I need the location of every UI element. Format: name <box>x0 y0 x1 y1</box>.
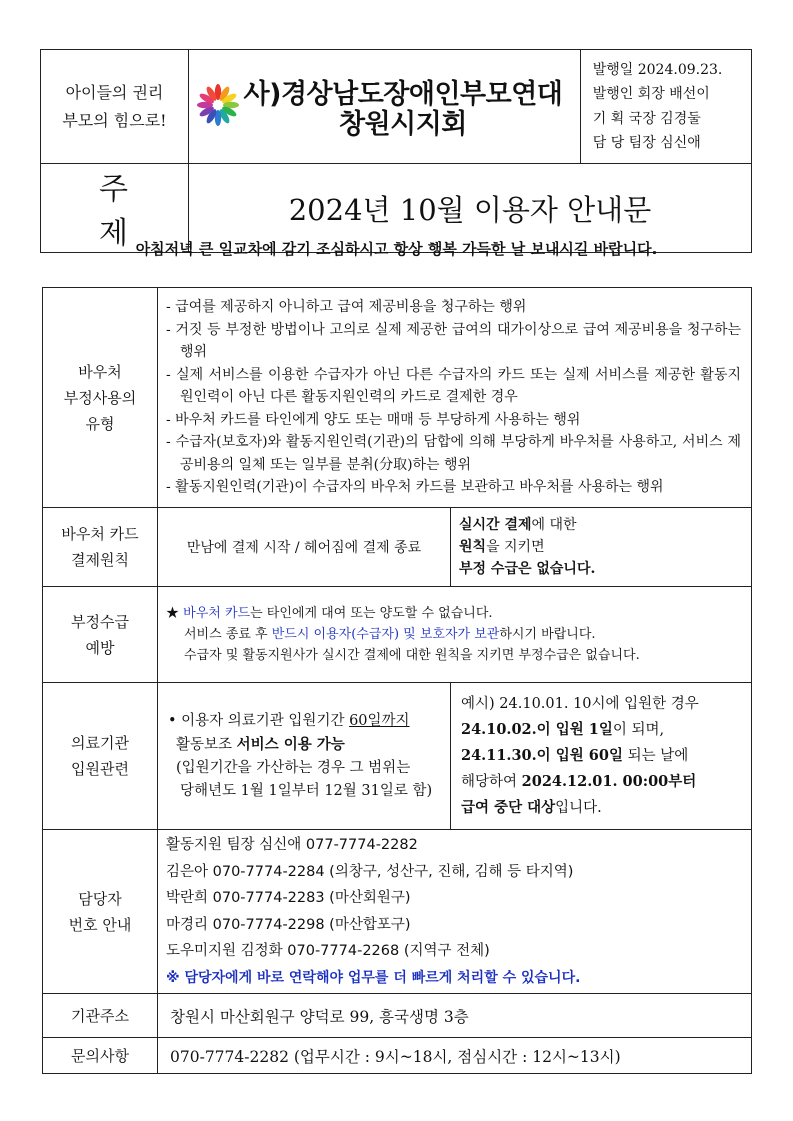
highlight: 바우처 카드 <box>183 606 251 621</box>
publication-info <box>580 50 751 164</box>
prevention-text <box>158 587 752 683</box>
manager: 담 당 팀장 심신애 <box>592 135 701 151</box>
address-value: 창원시 마산회원구 양덕로 99, 흥국생명 3층 <box>158 994 752 1038</box>
label-line: 부정수급 <box>71 612 129 631</box>
address-label: 기관주소 <box>43 994 158 1038</box>
slogan-line: 아이들의 권리 <box>65 82 164 102</box>
card-principle-note <box>451 508 752 587</box>
emphasis: 실시간 결제 <box>459 517 532 533</box>
subject-label: 주제 <box>41 164 189 253</box>
emphasis: 부정 수급은 없습니다. <box>459 561 596 577</box>
label-line: 부정사용의 <box>63 388 137 407</box>
text: 예시) 24.10.01. 10시에 입원한 경우 <box>461 696 699 712</box>
contacts-label <box>43 830 158 994</box>
voucher-misuse-list <box>158 288 752 508</box>
org-logo <box>188 50 580 164</box>
voucher-misuse-label <box>43 288 158 508</box>
page-title: 2024년 10월 이용자 안내문 <box>188 164 751 253</box>
org-branch: 창원시지회 <box>338 109 467 140</box>
list-item: - 거짓 등 부정한 방법이나 고의로 실제 제공한 급여의 대가이상으로 급여 제공비용을 청구하는 행위 <box>166 321 741 361</box>
hospital-rule <box>158 683 451 830</box>
contacts-list <box>158 830 752 994</box>
text: 하시기 바랍니다. <box>499 627 596 642</box>
list-item: - 급여를 제공하지 아니하고 급여 제공비용을 청구하는 행위 <box>166 299 527 316</box>
list-item: - 바우처 카드를 타인에게 양도 또는 매매 등 부당하게 사용하는 행위 <box>166 411 581 428</box>
text: (입원기간을 가산하는 경우 그 범위는 <box>176 759 411 776</box>
slogan-line: 부모의 힘으로! <box>62 110 167 130</box>
contacts-note: ※ 담당자에게 바로 연락해야 업무를 더 빠르게 처리할 수 있습니다. <box>166 969 581 986</box>
contact-line: 박란희 070-7774-2283 (마산회원구) <box>166 890 411 906</box>
text: • 이용자 의료기관 입원기간 <box>168 712 350 729</box>
emphasis: 서비스 이용 가능 <box>236 735 345 753</box>
label-line: 유형 <box>85 414 115 433</box>
contact-line: 김은아 070-7774-2284 (의창구, 성산구, 진해, 김해 등 타지역) <box>166 863 574 880</box>
emphasis: 60일까지 <box>349 712 410 729</box>
list-item: - 수급자(보호자)와 활동지원인력(기관)의 담합에 의해 부당하게 바우처를 사용하고, 서비스 제공비용의 일체 또는 일부를 분취(分取)하는 행위 <box>166 434 741 473</box>
emphasis: 급여 중단 대상 <box>461 799 556 816</box>
list-item: - 활동지원인력(기관)이 수급자의 바우처 카드를 보관하고 바우처를 사용하는 행위 <box>166 479 664 496</box>
prevention-label <box>43 587 158 683</box>
text: 에 대한 <box>531 517 577 533</box>
contact-line: 활동지원 팀장 심신애 077-7774-2282 <box>166 837 418 853</box>
label-line: 의료기관 <box>71 734 129 752</box>
slogan <box>41 50 189 164</box>
info-table <box>42 287 752 1074</box>
highlight: 반드시 이용자(수급자) 및 보호자가 보관 <box>271 627 500 642</box>
inquiry-label: 문의사항 <box>43 1038 158 1074</box>
label-line: 예방 <box>85 638 115 657</box>
text: 는 타인에게 대여 또는 양도할 수 없습니다. <box>250 606 493 621</box>
text: 을 지키면 <box>486 539 545 555</box>
label-line: 결제원칙 <box>71 551 129 569</box>
label-line: 번호 안내 <box>68 915 132 934</box>
org-name: 사)경상남도장애인부모연대 <box>243 79 563 110</box>
card-principle-label <box>43 508 158 587</box>
emphasis: 24.10.02.이 입원 1일 <box>461 721 613 738</box>
text: 서비스 종료 후 <box>184 627 272 642</box>
contact-line: 도우미지원 김정화 070-7774-2268 (지역구 전체) <box>166 943 490 959</box>
emphasis: 원칙 <box>459 539 487 555</box>
greeting: 아침저녁 큰 일교차에 감기 조심하시고 항상 행복 가득한 날 보내시길 바랍니다. <box>135 240 658 258</box>
label-line: 담당자 <box>78 889 122 908</box>
text: 이 되며, <box>612 722 665 738</box>
publisher: 발행인 회장 배선이 <box>592 86 710 102</box>
planner: 기 획 국장 김경둘 <box>592 110 701 127</box>
inquiry-phone: 070-7774-2282 <box>170 1047 289 1066</box>
label-line: 바우처 <box>78 362 122 381</box>
text: 해당하여 <box>461 774 522 790</box>
star-icon: ★ <box>166 606 180 621</box>
label-line: 입원관련 <box>71 760 129 778</box>
list-item: - 실제 서비스를 이용한 수급자가 아닌 다른 수급자의 카드 또는 실제 서비스를 제공한 활동지원인력이 아닌 다른 활동지원인력의 카드로 결제한 경우 <box>166 366 741 406</box>
hospital-label <box>43 683 158 830</box>
text: 되는 날에 <box>622 748 689 764</box>
text: 수급자 및 활동지원사가 실시간 결제에 대한 원칙을 지키면 부정수급은 없습니다. <box>184 648 640 663</box>
emphasis: 2024.12.01. 00:00부터 <box>521 773 697 790</box>
header-table <box>40 49 752 253</box>
emphasis: 24.11.30.이 입원 60일 <box>461 747 623 764</box>
text: 입니다. <box>555 800 602 816</box>
text: 당해년도 1월 1일부터 12월 31일로 함) <box>180 782 433 799</box>
label-line: 바우처 카드 <box>61 525 139 543</box>
card-principle: 만남에 결제 시작 / 헤어짐에 결제 종료 <box>158 508 451 587</box>
hospital-example <box>451 683 752 830</box>
contact-line: 마경리 070-7774-2298 (마산합포구) <box>166 916 411 933</box>
inquiry-value <box>158 1038 752 1074</box>
text: 활동보조 <box>176 736 237 753</box>
inquiry-hours: (업무시간 : 9시~18시, 점심시간 : 12시~13시) <box>288 1047 621 1066</box>
issue-date: 발행일 2024.09.23. <box>592 61 723 78</box>
